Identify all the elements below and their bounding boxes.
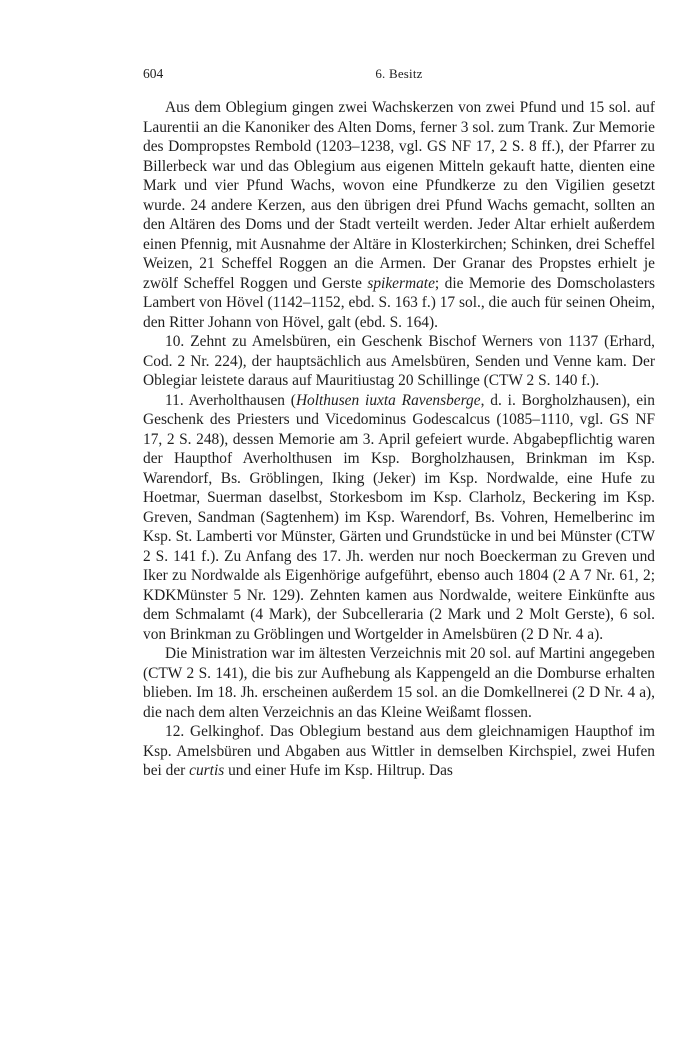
paragraph-ministration bbox=[143, 644, 655, 722]
italic-term: Holthusen iuxta Ravensberge bbox=[295, 391, 481, 409]
paragraph-oblegium-wax bbox=[143, 98, 655, 332]
text-segment: , d. i. Borgholzhausen), ein Geschenk des Priesters und Vicedominus Godescalcus (1085–1110, vgl. GS NF 17, 2 S. 248), dessen Memorie am 3. April gefeiert wurde. Abgabepflichtig waren der Haupthof Averholthusen im Ksp. Borgholzhausen, Brinkman im Ksp. Warendorf, Bs. Gröblingen, Iking (Jeker) im Ksp. Nordwalde, eine Hufe zu Hoetmar, Suerman daselbst, Storkesbom im Ksp. Clarholz, Beckering im Ksp. Greven, Sandman (Sagtenhem) im Ksp. Warendorf, Bs. Vohren, Hemelberinc im Ksp. St. Lamberti vor Münster, Gärten und Grundstücke in und bei Münster (CTW 2 S. 141 f.). Zu Anfang des 17. Jh. werden nur noch Boeckerman zu Greven und Iker zu Nordwalde als Eigenhörige aufgeführt, ebenso auch 1804 (2 A 7 Nr. 61, 2; KDKMünster 5 Nr. 129). Zehnten kamen aus Nordwalde, weitere Einkünfte aus dem Schmalamt (4 Mark), der Subcelleraria (2 Mark und 2 Molt Gerste), 6 sol. von Brinkman zu Gröblingen und Wortgelder in Amelsbüren (2 D Nr. 4 a). bbox=[143, 391, 655, 643]
text-segment: 12. Gelkinghof. Das Oblegium bestand aus dem gleichnamigen Haupthof im Ksp. Amelsbüren und Abgaben aus Wittler in demselben Kirchspiel, zwei Hufen bei der bbox=[143, 723, 655, 779]
text-segment: 11. Averholthausen ( bbox=[165, 391, 296, 409]
paragraph-averholthausen bbox=[143, 391, 655, 645]
body-text bbox=[143, 98, 655, 781]
paragraph-zehnt-amelsbueren bbox=[143, 332, 655, 391]
page-number: 604 bbox=[143, 66, 164, 81]
italic-term: spikermate bbox=[367, 274, 435, 292]
text-segment: Aus dem Oblegium gingen zwei Wachskerzen von zwei Pfund und 15 sol. auf Laurentii an die Kanoniker des Alten Doms, ferner 3 sol. zum Trank. Zur Memorie des Dompropstes Rembold (1203–1238, vgl. GS NF 17, 2 S. 8 ff.), der Pfarrer zu Billerbeck war und das Oblegium aus eigenen Mitteln gekauft hatte, dienten eine Mark und vier Pfund Wachs, wovon eine Pfundkerze zu den Vigilien gesetzt wurde. 24 andere Kerzen, aus den übrigen drei Pfund Wachs gemacht, sollten an den Altären des Doms und der Stadt verteilt werden. Jeder Altar erhielt außerdem einen Pfennig, mit Ausnahme der Altäre in Klosterkirchen; Schinken, drei Scheffel Weizen, 21 Scheffel Roggen an die Armen. Der Granar des Propstes erhielt je zwölf Scheffel Roggen und Gerste bbox=[143, 99, 655, 292]
paragraph-gelkinghof bbox=[143, 722, 655, 781]
italic-term: curtis bbox=[189, 762, 225, 779]
chapter-title: 6. Besitz bbox=[375, 66, 423, 81]
text-segment: 10. Zehnt zu Amelsbüren, ein Geschenk Bischof Werners von 1137 (Erhard, Cod. 2 Nr. 224), der hauptsächlich aus Amelsbüren, Senden und Venne kam. Der Oblegiar leistete daraus auf Mauritiustag 20 Schillinge (CTW 2 S. 140 f.). bbox=[143, 333, 655, 389]
running-head bbox=[143, 64, 655, 84]
text-segment: Die Ministration war im ältesten Verzeichnis mit 20 sol. auf Martini angegeben (CTW 2 S. 141), die bis zur Aufhebung als Kappengeld an die Domburse erhalten blieben. Im 18. Jh. erscheinen außerdem 15 sol. an die Domkellnerei (2 D Nr. 4 a), die nach dem alten Verzeichnis an das Kleine Weißamt flossen. bbox=[143, 645, 655, 721]
text-segment: und einer Hufe im Ksp. Hiltrup. Das bbox=[224, 762, 453, 779]
text-segment: ; die Memorie des Domscholasters Lambert von Hövel (1142–1152, ebd. S. 163 f.) 17 sol., die auch für seinen Oheim, den Ritter Johann von Hövel, galt (ebd. S. 164). bbox=[143, 274, 655, 331]
